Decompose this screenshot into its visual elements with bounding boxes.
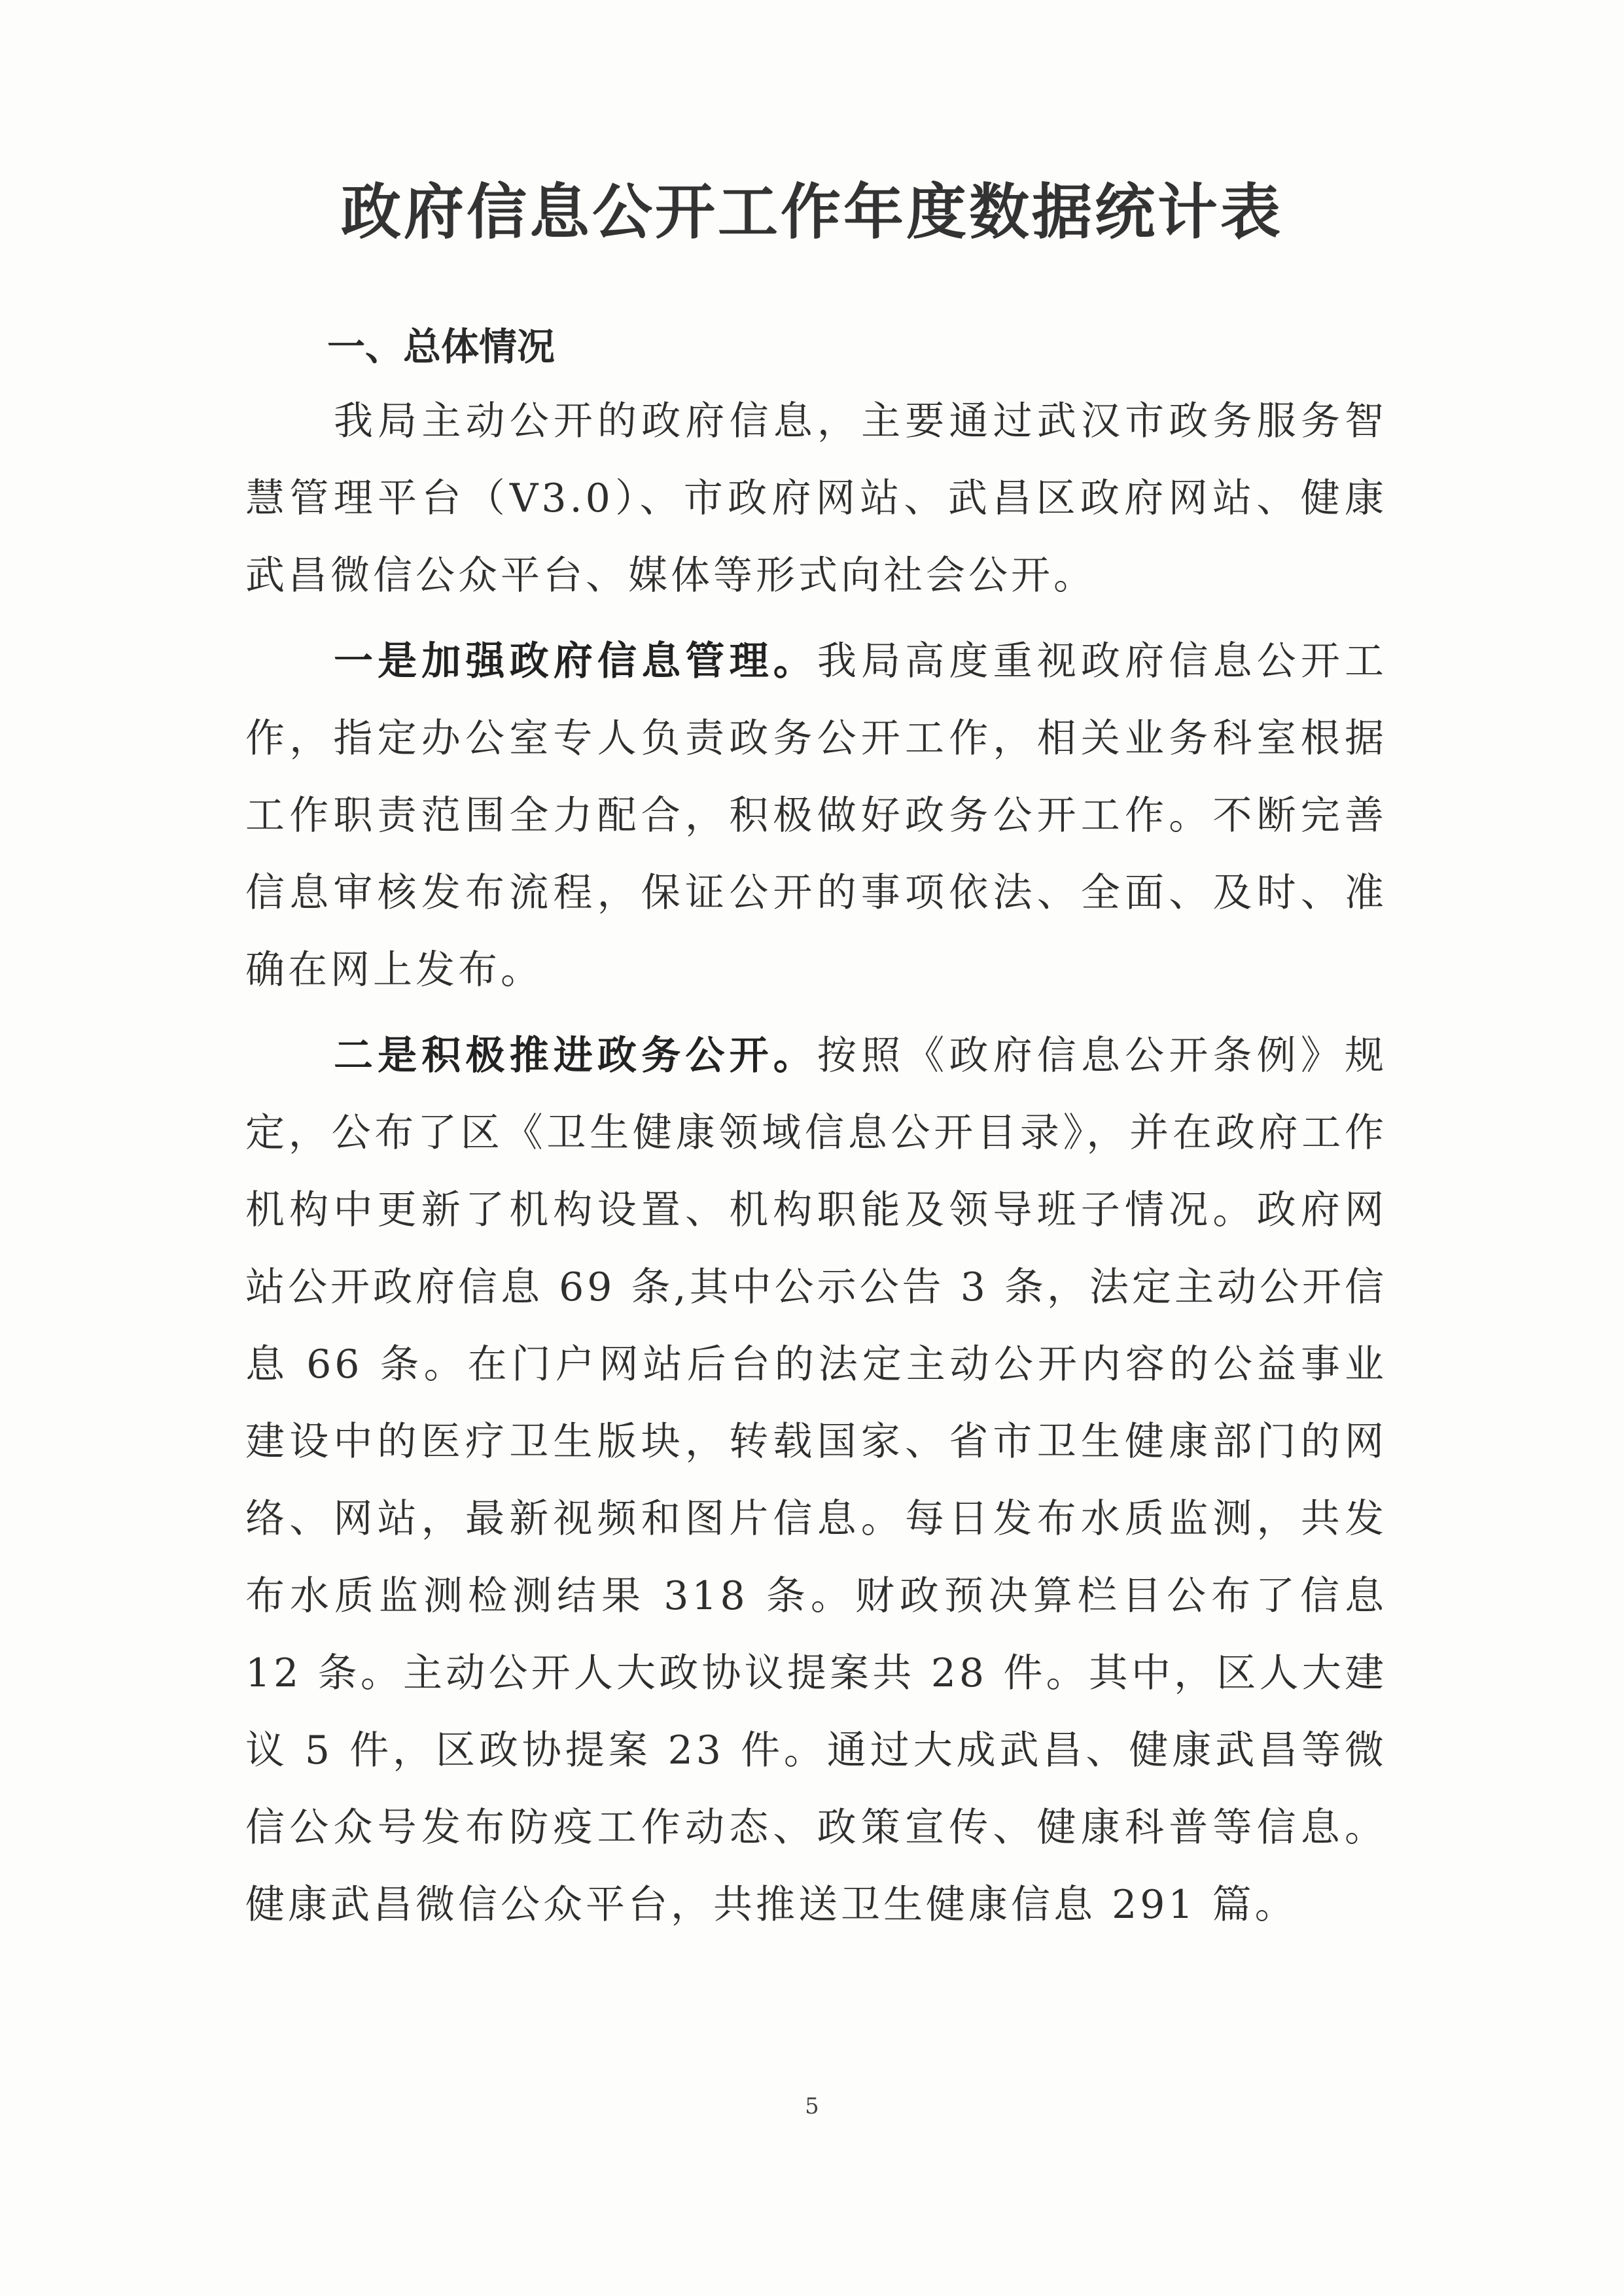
paragraph-text: 按照《政府信息公开条例》规定，公布了区《卫生健康领域信息公开目录》，并在政府工作机构中更新了机构设置、机构职能及领导班子情况。政府网站公开政府信息 69 条,其中公示公告 3 条，法定主动公开信息 66 条。在门户网站后台的法定主动公开内容的公益事业建设中的医疗卫生版块，转载国家、省市卫生健康部门的网络、网站，最新视频和图片信息。每日发布水质监测，共发布水质监测检测结果 318 条。财政预决算栏目公布了信息 12 条。主动公开人大政协议提案共 28 件。其中，区人大建议 5 件，区政协提案 23 件。通过大成武昌、健康武昌等微信公众号发布防疫工作动态、政策宣传、健康科普等信息。健康武昌微信公众平台，共推送卫生健康信息 291 篇。 (245, 1033, 1388, 1928)
paragraph-lead: 二是积极推进政务公开。 (334, 1033, 817, 1079)
paragraph-lead: 一是加强政府信息管理。 (334, 638, 817, 684)
paragraph-disclosure (245, 1017, 1387, 1943)
paragraph-text: 我局主动公开的政府信息，主要通过武汉市政务服务智慧管理平台（V3.0）、市政府网站、武昌区政府网站、健康武昌微信公众平台、媒体等形式向社会公开。 (245, 398, 1387, 599)
paragraph-text: 我局高度重视政府信息公开工作，指定办公室专人负责政务公开工作，相关业务科室根据工作职责范围全力配合，积极做好政务公开工作。不断完善信息审核发布流程，保证公开的事项依法、全面、及时、准确在网上发布。 (245, 638, 1388, 993)
section-heading: 一、总体情况 (327, 324, 556, 369)
paragraph-overview (245, 383, 1387, 614)
page-title: 政府信息公开工作年度数据统计表 (340, 177, 1283, 247)
paragraph-management (245, 623, 1387, 1009)
page-number: 5 (805, 2093, 819, 2119)
